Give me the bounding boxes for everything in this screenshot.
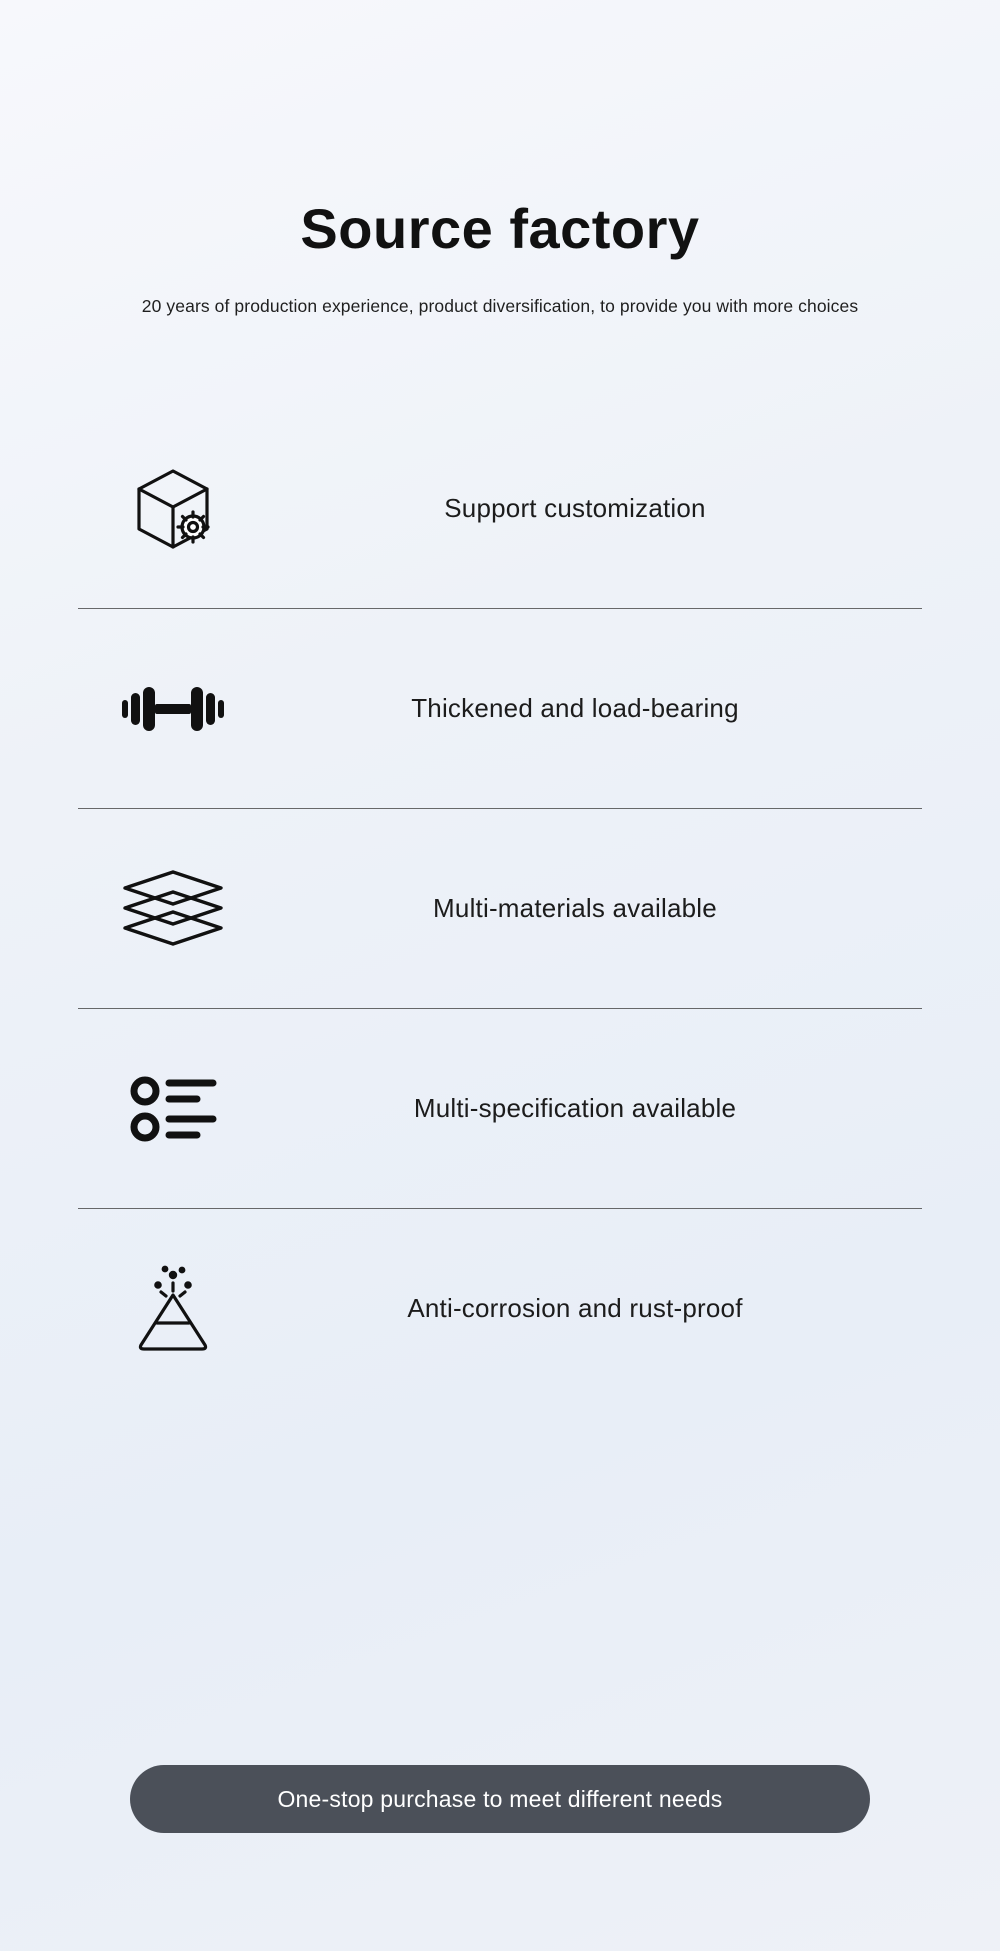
list-item xyxy=(78,809,922,1009)
list-item-label: Multi-specification available xyxy=(413,1093,737,1124)
list-item xyxy=(78,409,922,609)
list-item-label: Thickened and load-bearing xyxy=(411,693,739,724)
cta-container xyxy=(0,1765,1000,1833)
list-item xyxy=(78,609,922,809)
one-stop-purchase-button[interactable]: One-stop purchase to meet different needs xyxy=(130,1765,870,1833)
list-item-label: Anti-corrosion and rust-proof xyxy=(407,1293,743,1324)
list-item-label: Support customization xyxy=(444,493,706,524)
page-header xyxy=(0,0,1000,317)
list-item xyxy=(78,1009,922,1209)
dumbbell-icon xyxy=(78,679,268,739)
page-title: Source factory xyxy=(300,197,700,260)
page-subtitle: 20 years of production experience, product diversification, to provide you with more choices xyxy=(141,295,859,316)
list-settings-icon xyxy=(78,1071,268,1147)
layers-icon xyxy=(78,866,268,952)
feature-list xyxy=(0,409,1000,1409)
list-item-label: Multi-materials available xyxy=(433,893,717,924)
anti-corrosion-icon xyxy=(78,1261,268,1357)
list-item xyxy=(78,1209,922,1409)
box-gear-icon xyxy=(78,461,268,557)
